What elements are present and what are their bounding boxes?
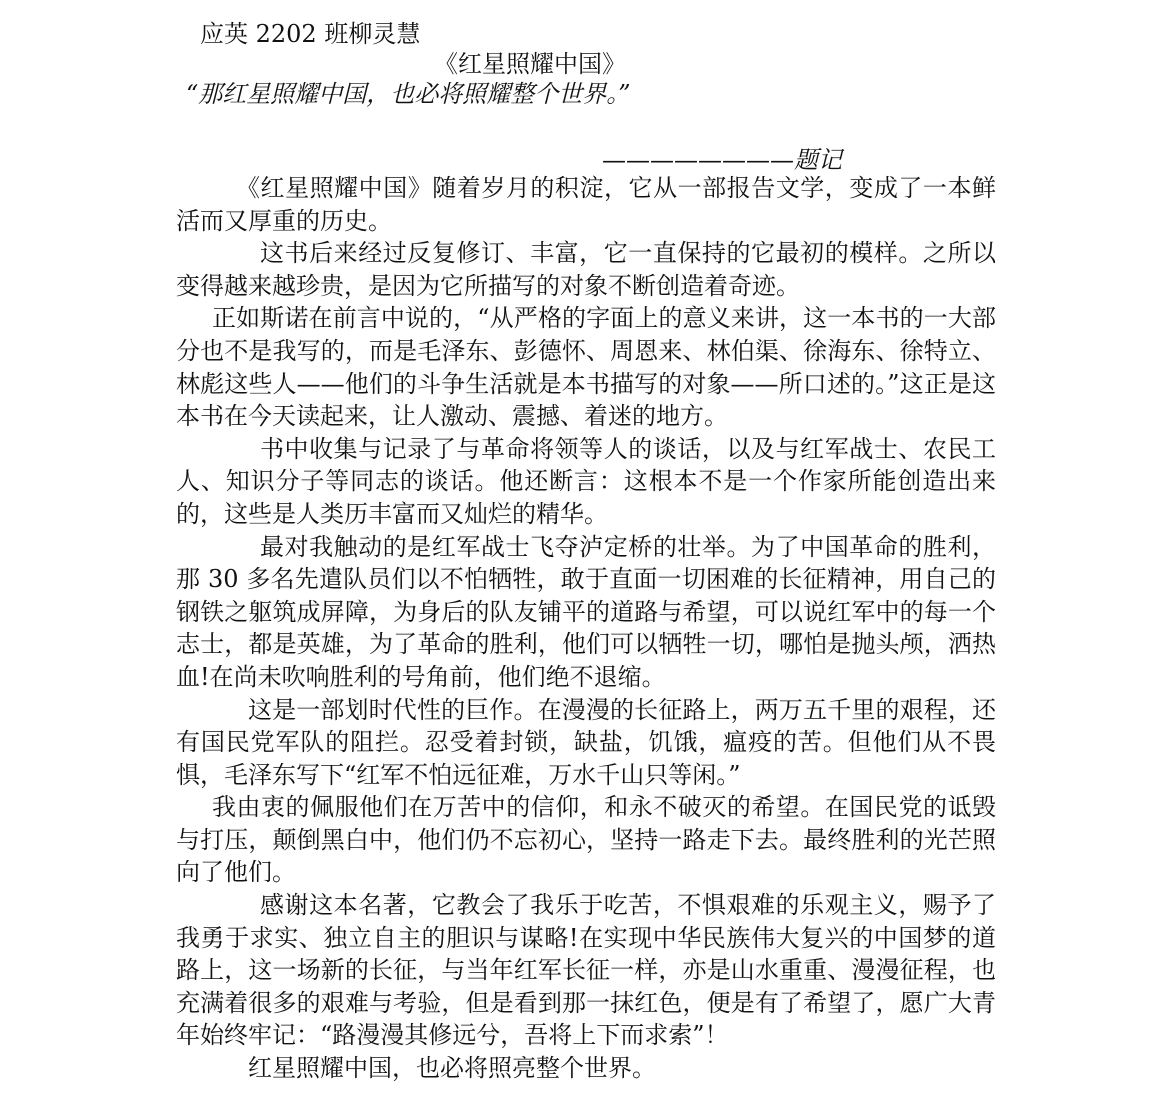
paragraph-7: 我由衷的佩服他们在万苦中的信仰，和永不破灭的希望。在国民党的诋毁与打压，颠倒黑白中，他们仍不忘初心，坚持一路走下去。最终胜利的光芒照向了他们。: [176, 793, 996, 887]
paragraph-4: 书中收集与记录了与革命将领等人的谈话，以及与红军战士、农民工人、知识分子等同志的谈话。他还断言：这根本不是一个作家所能创造出来的，这些是人类历丰富而又灿烂的精华。: [176, 434, 996, 528]
paragraph-5: 最对我触动的是红军战士飞夺泸定桥的壮举。为了中国革命的胜利，那 30 多名先遣队员们以不怕牺牲，敢于直面一切困难的长征精神，用自己的钢铁之躯筑成屏障，为身后的队友铺平的道路与希望，可以说红军中的每一个志士，都是英雄，为了革命的胜利，他们可以牺牲一切，哪怕是抛头颅，洒热血!在尚未吹响胜利的号角前，他们绝不退缩。: [176, 532, 996, 691]
epigraph-signature: ————————题记: [602, 146, 842, 174]
essay-body: [176, 172, 996, 1085]
paragraph-9: 红星照耀中国，也必将照亮整个世界。: [248, 1054, 656, 1083]
epigraph: “那红星照耀中国，也必将照耀整个世界。”: [186, 80, 631, 108]
essay-title: 《红星照耀中国》: [434, 50, 626, 78]
paragraph-8: 感谢这本名著，它教会了我乐于吃苦，不惧艰难的乐观主义，赐予了我勇于求实、独立自主的胆识与谋略!在实现中华民族伟大复兴的中国梦的道路上，这一场新的长征，与当年红军长征一样，亦是山水重重、漫漫征程，也充满着很多的艰难与考验，但是看到那一抹红色，便是有了希望了，愿广大青年始终牢记：“路漫漫其修远兮，吾将上下而求索”！: [176, 891, 996, 1050]
paragraph-1: 《红星照耀中国》随着岁月的积淀，它从一部报告文学，变成了一本鲜活而又厚重的历史。: [176, 174, 996, 235]
paragraph-2: 这书后来经过反复修订、丰富，它一直保持的它最初的模样。之所以变得越来越珍贵，是因为它所描写的对象不断创造着奇迹。: [176, 239, 996, 300]
paragraph-6: 这是一部划时代性的巨作。在漫漫的长征路上，两万五千里的艰程，还有国民党军队的阻拦。忍受着封锁，缺盐，饥饿，瘟疫的苦。但他们从不畏惧，毛泽东写下“红军不怕远征难，万水千山只等闲。”: [176, 695, 996, 789]
author-line: 应英 2202 班柳灵慧: [200, 20, 421, 48]
paragraph-3: 正如斯诺在前言中说的，“从严格的字面上的意义来讲，这一本书的一大部分也不是我写的，而是毛泽东、彭德怀、周恩来、林伯渠、徐海东、徐特立、林彪这些人——他们的斗争生活就是本书描写的对象——所口述的。”这正是这本书在今天读起来，让人激动、震撼、着迷的地方。: [176, 304, 996, 431]
